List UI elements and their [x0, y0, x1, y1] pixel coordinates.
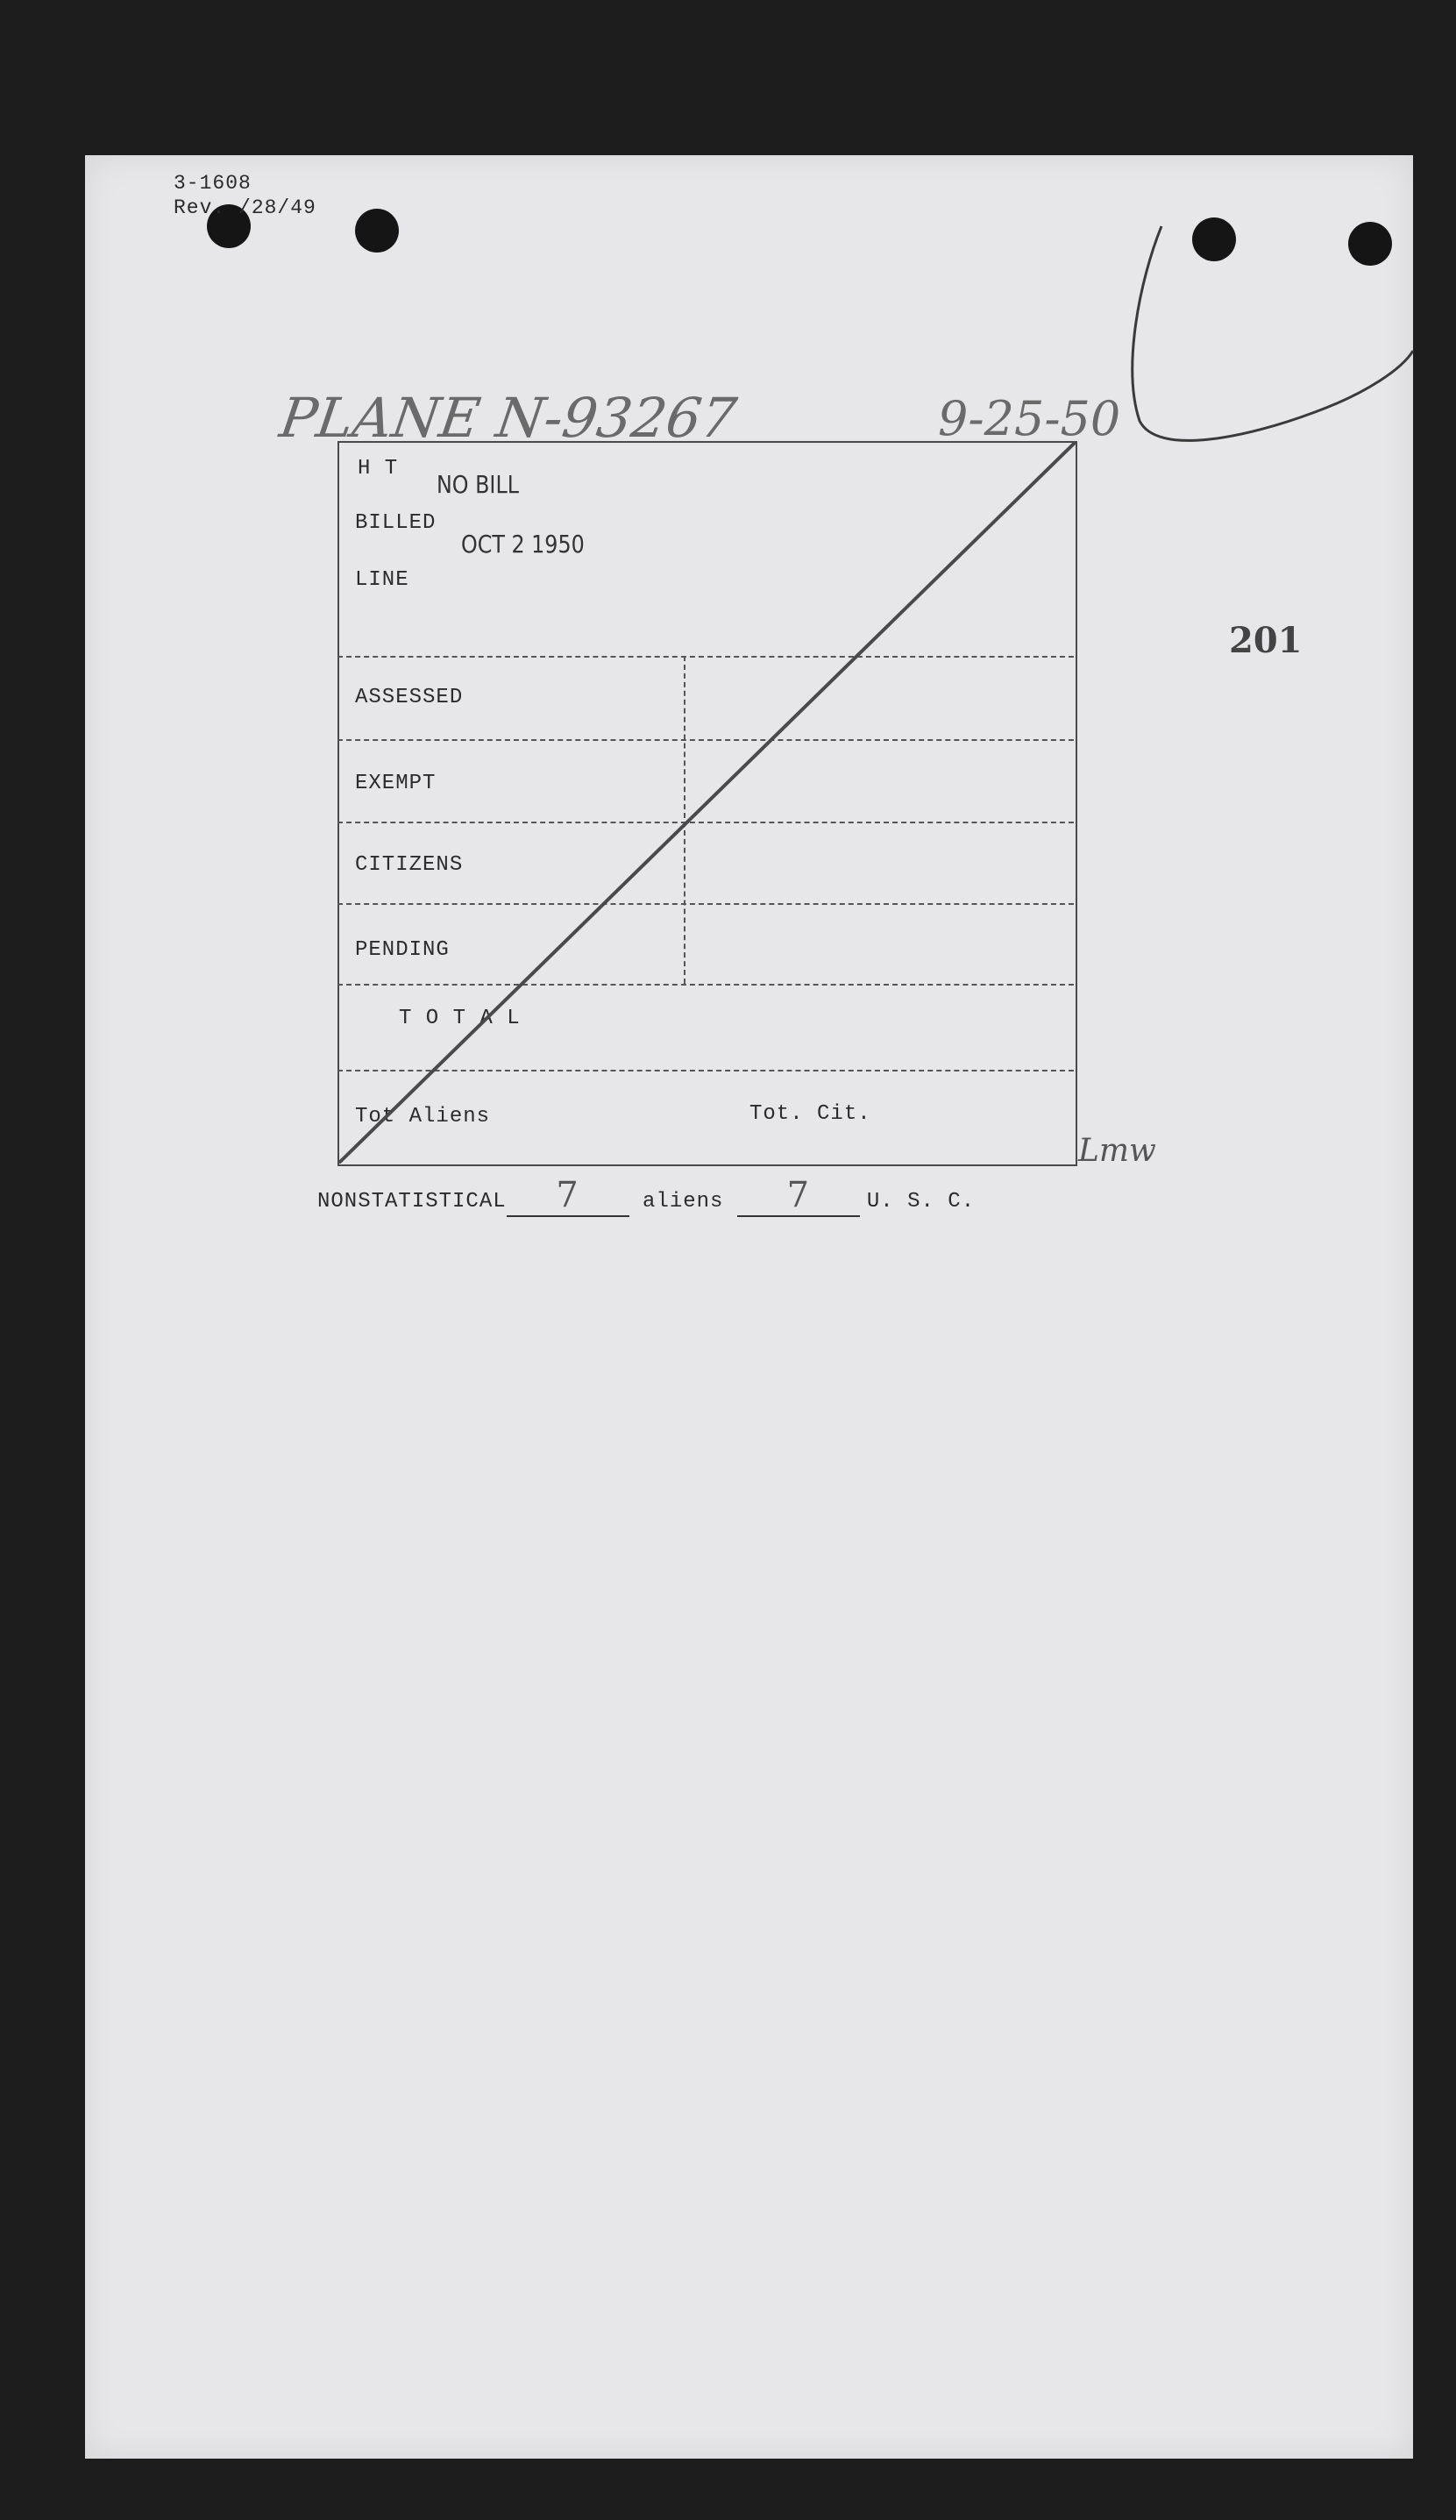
aliens-label: aliens [643, 1190, 724, 1214]
date-stamp: OCT 2 1950 [461, 530, 585, 559]
nonstat-aliens-count: 7 [507, 1175, 629, 1217]
form-revision: Rev. /28/49 [174, 196, 316, 219]
billed-label: BILLED [355, 511, 437, 535]
date-handwritten: 9-25-50 [938, 391, 1121, 446]
ht-label: H T [358, 457, 399, 481]
total-label: T O T A L [399, 1007, 521, 1030]
pending-label: PENDING [355, 938, 450, 962]
form-number: 3-1608 [174, 172, 252, 195]
nonstatistical-label: NONSTATISTICAL [317, 1190, 507, 1214]
usc-label: U. S. C. [866, 1190, 976, 1214]
citizens-label: CITIZENS [355, 853, 464, 877]
nonstat-usc-count: 7 [737, 1175, 860, 1217]
cancel-diagonal-stroke [340, 444, 1074, 1162]
line-label: LINE [355, 568, 409, 592]
exempt-label: EXEMPT [355, 772, 437, 795]
initials-handwritten: Lmw [1078, 1133, 1156, 1169]
plane-number-handwritten: PLANE N-93267 [275, 386, 741, 450]
tot-cit-label: Tot. Cit. [749, 1102, 871, 1126]
assessed-label: ASSESSED [355, 686, 464, 709]
margin-curve-stroke [1133, 226, 1413, 440]
tot-aliens-label: Tot Aliens [355, 1105, 491, 1128]
page-number: 201 [1229, 620, 1303, 661]
no-bill-stamp: NO BILL [437, 470, 519, 499]
